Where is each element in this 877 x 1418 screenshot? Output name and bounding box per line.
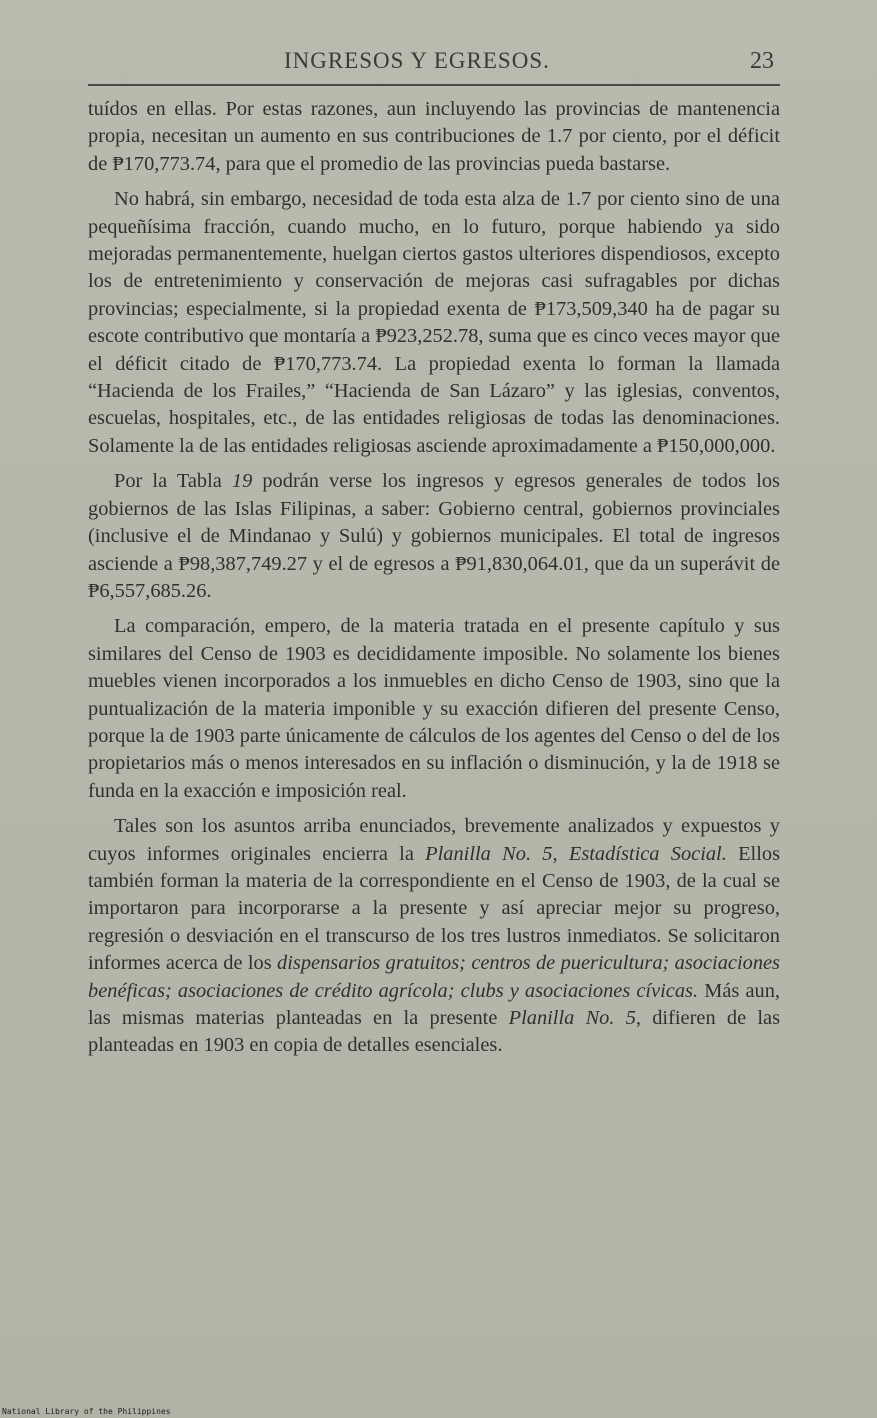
- paragraph-2-segment-1: No habrá, sin embargo, necesidad de toda esta alza de 1.7 por ciento sino de una pequeñísima fracción, cuando mucho, en lo futuro, porque habiendo ya sido mejoradas permanentemente, huelgan ciertos gastos ulteriores dispendiosos, excepto los de entretenimiento y conservación de mejoras casi sufragables por dichas provincias; especialmente, si la propiedad exenta de ₱173,509,340 ha de pagar su escote contributivo que montaría a ₱923,252.78, suma que es cinco veces mayor que el déficit citado de ₱170,773.74. La propiedad exenta lo forman la llamada “Hacienda de los Frailes,” “Hacienda de San Lázaro” y las iglesias, conventos, escuelas, hospitales, etc., de las entidades religiosas de todas las denominaciones. Solamente la de las entidades religiosas asciende aproximadamente a ₱150,000,000.: [88, 188, 780, 457]
- paragraph-3: [88, 468, 780, 605]
- paragraph-5-segment-5: Más aun, las mismas materias planteadas en la presente: [88, 979, 780, 1029]
- paragraph-3-segment-3: podrán verse los ingresos y egresos generales de todos los gobiernos de las Islas Filipinas, a saber: Gobierno central, gobiernos provinciales (inclusive el de Mindanao y Sulú) y gobiernos municipales. El total de ingresos asciende a ₱98,387,749.27 y el de egresos a ₱91,830,064.01, que da un superávit de ₱6,557,685.26.: [88, 470, 780, 602]
- paragraph-1: [88, 96, 780, 178]
- header-rule: [88, 84, 780, 86]
- paragraph-3-segment-1: Por la Tabla: [114, 470, 232, 493]
- paragraph-5-segment-1: Tales son los asuntos arriba enunciados, brevemente analizados y expuestos y cuyos informes originales encierra la: [88, 815, 780, 865]
- paragraph-5-planilla-ref: Planilla No. 5, Estadística Social.: [425, 842, 727, 865]
- page-header: [88, 42, 778, 80]
- paragraph-5-segment-3: Ellos también forman la materia de la correspondiente en el Censo de 1903, de la cual se importaron para incorporarse a la presente y así apreciar mejor su progreso, regresión o desviación en el transcurso de los tres lustros inmediatos. Se solicitaron informes acerca de los: [88, 842, 781, 975]
- paragraph-1-segment-1: tuídos en ellas. Por estas razones, aun incluyendo las provincias de mantenencia propia, necesitan un aumento en sus contribuciones de 1.7 por ciento, por el déficit de ₱170,773.74, para que el promedio de las provincias pueda bastarse.: [88, 98, 780, 175]
- paragraph-5-planilla-ref-2: Planilla No. 5,: [508, 1007, 641, 1029]
- paragraph-5: [88, 813, 780, 1060]
- paragraph-2: [88, 186, 780, 460]
- body-text: [88, 96, 780, 1068]
- paragraph-5-topics-list: dispensarios gratuitos; centros de puericultura; asociaciones benéficas; asociaciones de crédito agrícola; clubs y asociaciones cívicas.: [88, 952, 780, 1002]
- page-number: 23: [750, 48, 774, 74]
- paragraph-4-segment-1: La comparación, empero, de la materia tratada en el presente capítulo y sus similares del Censo de 1903 es decididamente imposible. No solamente los bienes muebles vienen incorporados a los inmuebles en dicho Censo de 1903, sino que la puntualización de la materia imponible y su exacción difieren del presente Censo, porque la de 1903 parte únicamente de cálculos de los agentes del Censo o del de los propietarios más o menos interesados en su inflación o disminución, y la de 1918 se funda en la exacción e imposición real.: [88, 615, 780, 802]
- running-title: INGRESOS Y EGRESOS.: [284, 48, 550, 73]
- paragraph-4: [88, 613, 780, 805]
- paragraph-3-table-number: 19: [231, 470, 253, 493]
- source-watermark: National Library of the Philippines: [2, 1407, 171, 1416]
- paragraph-5-segment-7: difieren de las planteadas en 1903 en copia de detalles esenciales.: [88, 1007, 781, 1057]
